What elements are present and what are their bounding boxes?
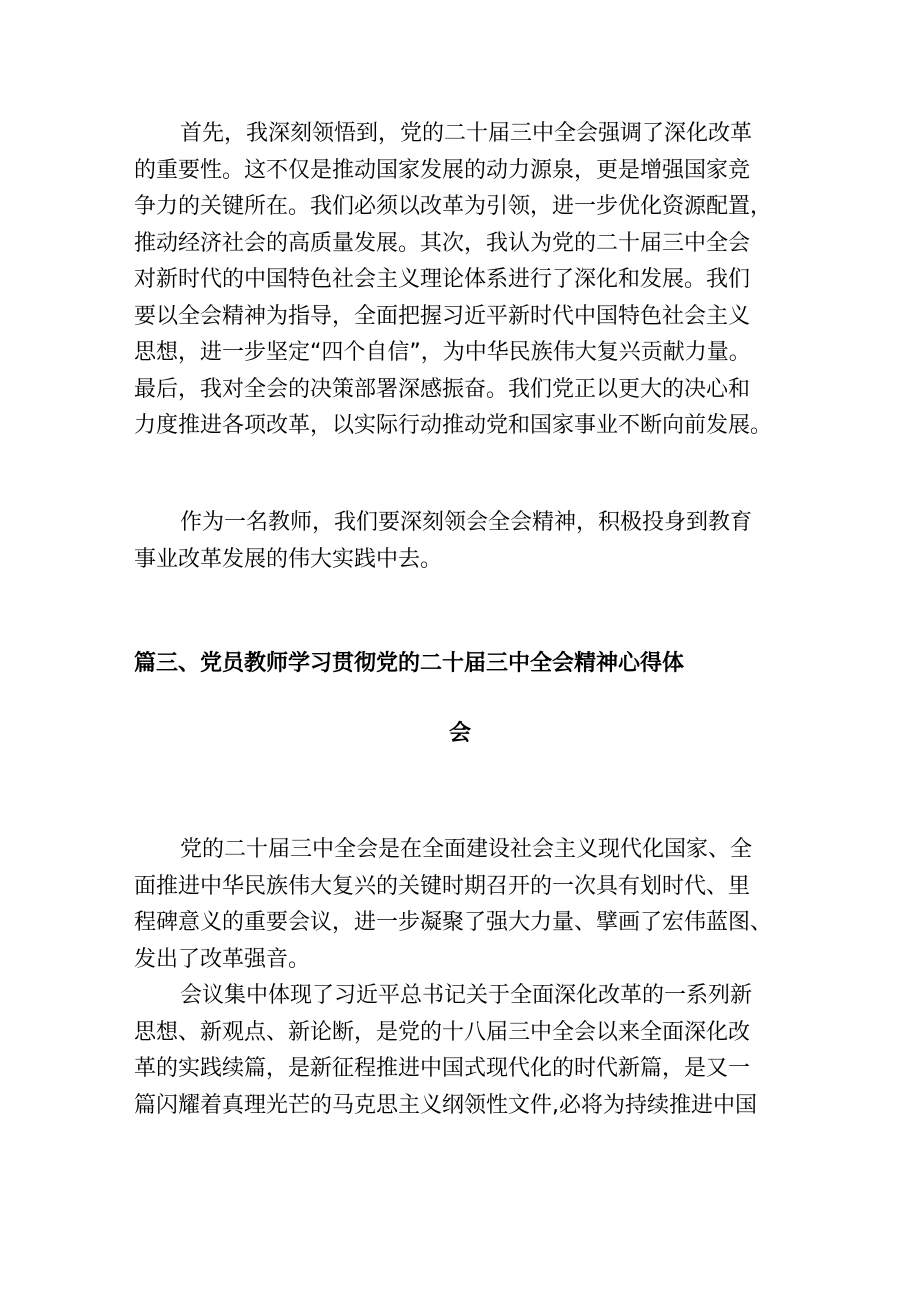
- paragraph-line: 党的二十届三中全会是在全面建设社会主义现代化国家、全: [180, 837, 753, 862]
- paragraph-line: 事业改革发展的伟大实践中去。: [134, 546, 443, 572]
- paragraph-line: 发出了改革强音。: [134, 946, 311, 972]
- paragraph-line: 争力的关键所在。我们必须以改革为引领，进一步优化资源配置，: [134, 194, 773, 219]
- section-heading-continuation: 会: [448, 721, 471, 746]
- paragraph-line: 的重要性。这不仅是推动国家发展的动力源泉，更是增强国家竞: [134, 157, 751, 183]
- paragraph-line: 篇闪耀着真理光芒的马克思主义纲领性文件,必将为持续推进中国: [134, 1092, 757, 1118]
- paragraph-line: 思想，进一步坚定“四个自信”，为中华民族伟大复兴贡献力量。: [134, 340, 751, 365]
- paragraph-line: 对新时代的中国特色社会主义理论体系进行了深化和发展。我们: [134, 267, 751, 292]
- section-heading: 篇三、党员教师学习贯彻党的二十届三中全会精神心得体: [134, 651, 685, 676]
- paragraph-line: 面推进中华民族伟大复兴的关键时期召开的一次具有划时代、里: [134, 873, 751, 899]
- paragraph-line: 力度推进各项改革，以实际行动推动党和国家事业不断向前发展。: [134, 413, 773, 438]
- paragraph-line: 最后，我对全会的决策部署深感振奋。我们党正以更大的决心和: [134, 376, 751, 402]
- paragraph-line: 革的实践续篇，是新征程推进中国式现代化的时代新篇，是又一: [134, 1056, 751, 1081]
- paragraph-line: 要以全会精神为指导，全面把握习近平新时代中国特色社会主义: [134, 303, 751, 329]
- paragraph-line: 会议集中体现了习近平总书记关于全面深化改革的一系列新: [180, 983, 753, 1008]
- body-paragraph: [134, 978, 804, 1124]
- paragraph-line: 程碑意义的重要会议，进一步凝聚了强大力量、擘画了宏伟蓝图、: [134, 910, 773, 935]
- body-paragraph: [134, 505, 804, 578]
- paragraph-line: 推动经济社会的高质量发展。其次，我认为党的二十届三中全会: [134, 230, 751, 256]
- body-paragraph: [134, 116, 804, 445]
- paragraph-line: 作为一名教师，我们要深刻领会全会精神，积极投身到教育: [180, 510, 753, 535]
- paragraph-line: 思想、新观点、新论断，是党的十八届三中全会以来全面深化改: [134, 1019, 751, 1045]
- paragraph-line: 首先，我深刻领悟到，党的二十届三中全会强调了深化改革: [180, 121, 753, 146]
- body-paragraph: [134, 832, 804, 978]
